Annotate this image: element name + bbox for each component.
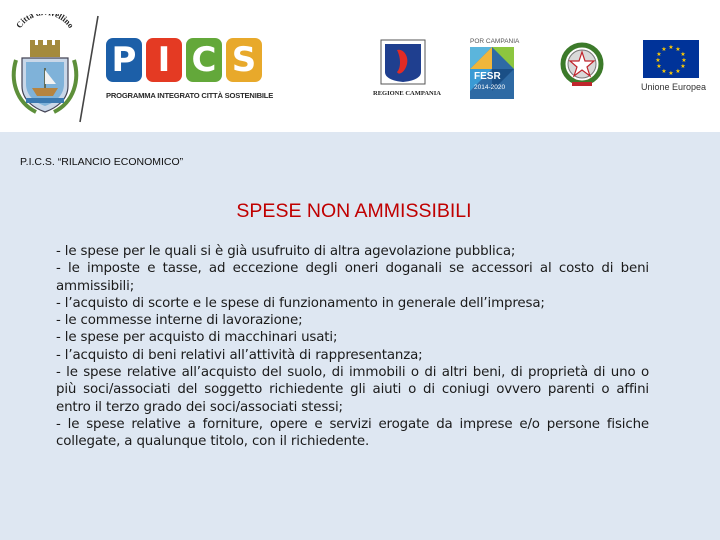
svg-text:★: ★ xyxy=(681,57,687,64)
list-item: - le spese relative a forniture, opere e servizi erogate da imprese e/o persone fisiche collegate, a qualunque titolo, con il richiedente. xyxy=(56,416,649,450)
svg-text:★: ★ xyxy=(675,46,681,53)
svg-text:★: ★ xyxy=(675,68,681,75)
svg-text:★: ★ xyxy=(656,63,662,70)
pics-letter-c: C xyxy=(186,38,222,82)
por-fesr-label: FESR xyxy=(474,71,501,82)
pics-logo xyxy=(106,38,274,108)
por-years-label: 2014-2020 xyxy=(474,84,506,91)
pics-letter-i: I xyxy=(146,38,182,82)
svg-text:★: ★ xyxy=(680,51,686,58)
svg-text:★: ★ xyxy=(668,44,674,51)
list-item: - le commesse interne di lavorazione; xyxy=(56,313,303,329)
por-top-label: POR CAMPANIA xyxy=(470,38,520,45)
pics-letter-s: S xyxy=(226,38,262,82)
list-item: - le spese relative all’acquisto del suolo, di immobili o di altri beni, di proprietà di uno o più soci/associati del soggetto richiedente gli aiuti o di coniugi ovvero parenti o affini entro il terzo grado dei soci/associati stessi; xyxy=(56,365,649,415)
repubblica-italiana-emblem xyxy=(560,40,604,92)
eu-flag xyxy=(643,40,699,78)
regione-campania-emblem xyxy=(373,38,433,86)
svg-text:★: ★ xyxy=(655,57,661,64)
eu-logo xyxy=(641,40,707,96)
svg-text:★: ★ xyxy=(680,63,686,70)
list-item: - le spese per acquisto di macchinari usati; xyxy=(56,330,338,346)
svg-text:★: ★ xyxy=(656,51,662,58)
regione-campania-logo xyxy=(373,38,441,98)
svg-text:★: ★ xyxy=(668,70,674,77)
pics-subtitle: PROGRAMMA INTEGRATO CITTÀ SOSTENIBILE xyxy=(106,91,274,100)
header-logo-bar xyxy=(0,0,720,132)
eu-caption: Unione Europea xyxy=(641,82,707,92)
project-title: P.I.C.S. “RILANCIO ECONOMICO” xyxy=(20,156,184,168)
list-item: - le imposte e tasse, ad eccezione degli oneri doganali se accessori al costo di beni ammissibili; xyxy=(56,261,649,294)
por-fesr-logo xyxy=(470,38,520,100)
slide-heading: SPESE NON AMMISSIBILI xyxy=(236,200,472,222)
list-item: - le spese per le quali si è già usufruito di altra agevolazione pubblica; xyxy=(56,244,516,259)
list-item: - l’acquisto di beni relativi all’attività di rappresentanza; xyxy=(56,347,423,363)
regione-caption: REGIONE CAMPANIA xyxy=(373,90,441,97)
svg-text:★: ★ xyxy=(661,68,667,75)
list-item: - l’acquisto di scorte e le spese di funzionamento in generale dell’impresa; xyxy=(56,295,545,311)
non-eligible-expenses-list xyxy=(56,243,649,451)
pics-letter-p: P xyxy=(106,38,142,82)
divider-line xyxy=(0,0,110,132)
crest-caption: Città ellino xyxy=(13,14,77,30)
svg-text:★: ★ xyxy=(661,46,667,53)
